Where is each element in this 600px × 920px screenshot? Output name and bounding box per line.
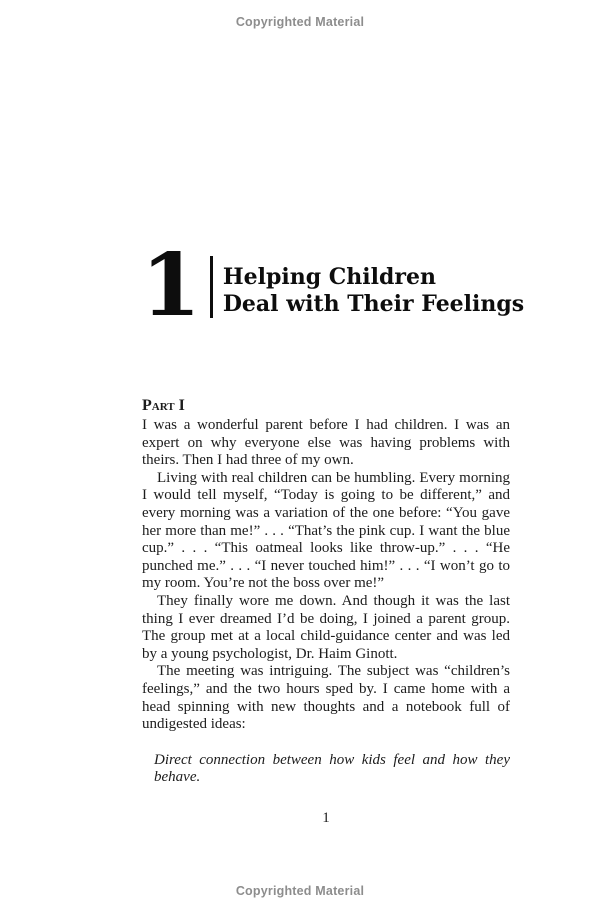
paragraph: I was a wonderful parent before I had children. I was an expert on why everyone else was having problems with theirs. Then I had three of my own.	[142, 417, 510, 469]
body-text-column	[142, 397, 510, 787]
chapter-number: 1	[141, 235, 201, 336]
block-quote: Direct connection between how kids feel and how they behave.	[154, 751, 510, 786]
page-number: 1	[322, 810, 330, 826]
copyright-notice-top: Copyrighted Material	[235, 15, 365, 29]
chapter-heading	[141, 235, 525, 336]
chapter-title	[223, 264, 524, 319]
chapter-title-line2: Deal with Their Feelings	[222, 291, 525, 318]
chapter-title-line1: Helping Children	[222, 264, 436, 291]
copyright-notice-bottom: Copyrighted Material	[235, 884, 365, 898]
part-label: Part I	[142, 397, 185, 414]
paragraph: They finally wore me down. And though it was the last thing I ever dreamed I’d be doing, I joined a parent group. The group met at a local child-guidance center and was led by a young psychologist, Dr. Haim Ginott.	[142, 592, 510, 662]
chapter-divider-rule	[210, 256, 213, 318]
paragraph: Living with real children can be humbling. Every morning I would tell myself, “Today is going to be different,” and every morning was a variation of the one before: “You gave her more than me!” . . . “That’s the pink cup. I want the blue cup.” . . . “This oatmeal looks like throw-up.” . . . “He punched me.” . . . “I never touched him!” . . . “I won’t go to my room. You’re not the boss over me!”	[142, 469, 510, 592]
paragraph: The meeting was intriguing. The subject was “children’s feelings,” and the two hours sped by. I came home with a head spinning with new thoughts and a notebook full of undigested ideas:	[142, 663, 510, 733]
